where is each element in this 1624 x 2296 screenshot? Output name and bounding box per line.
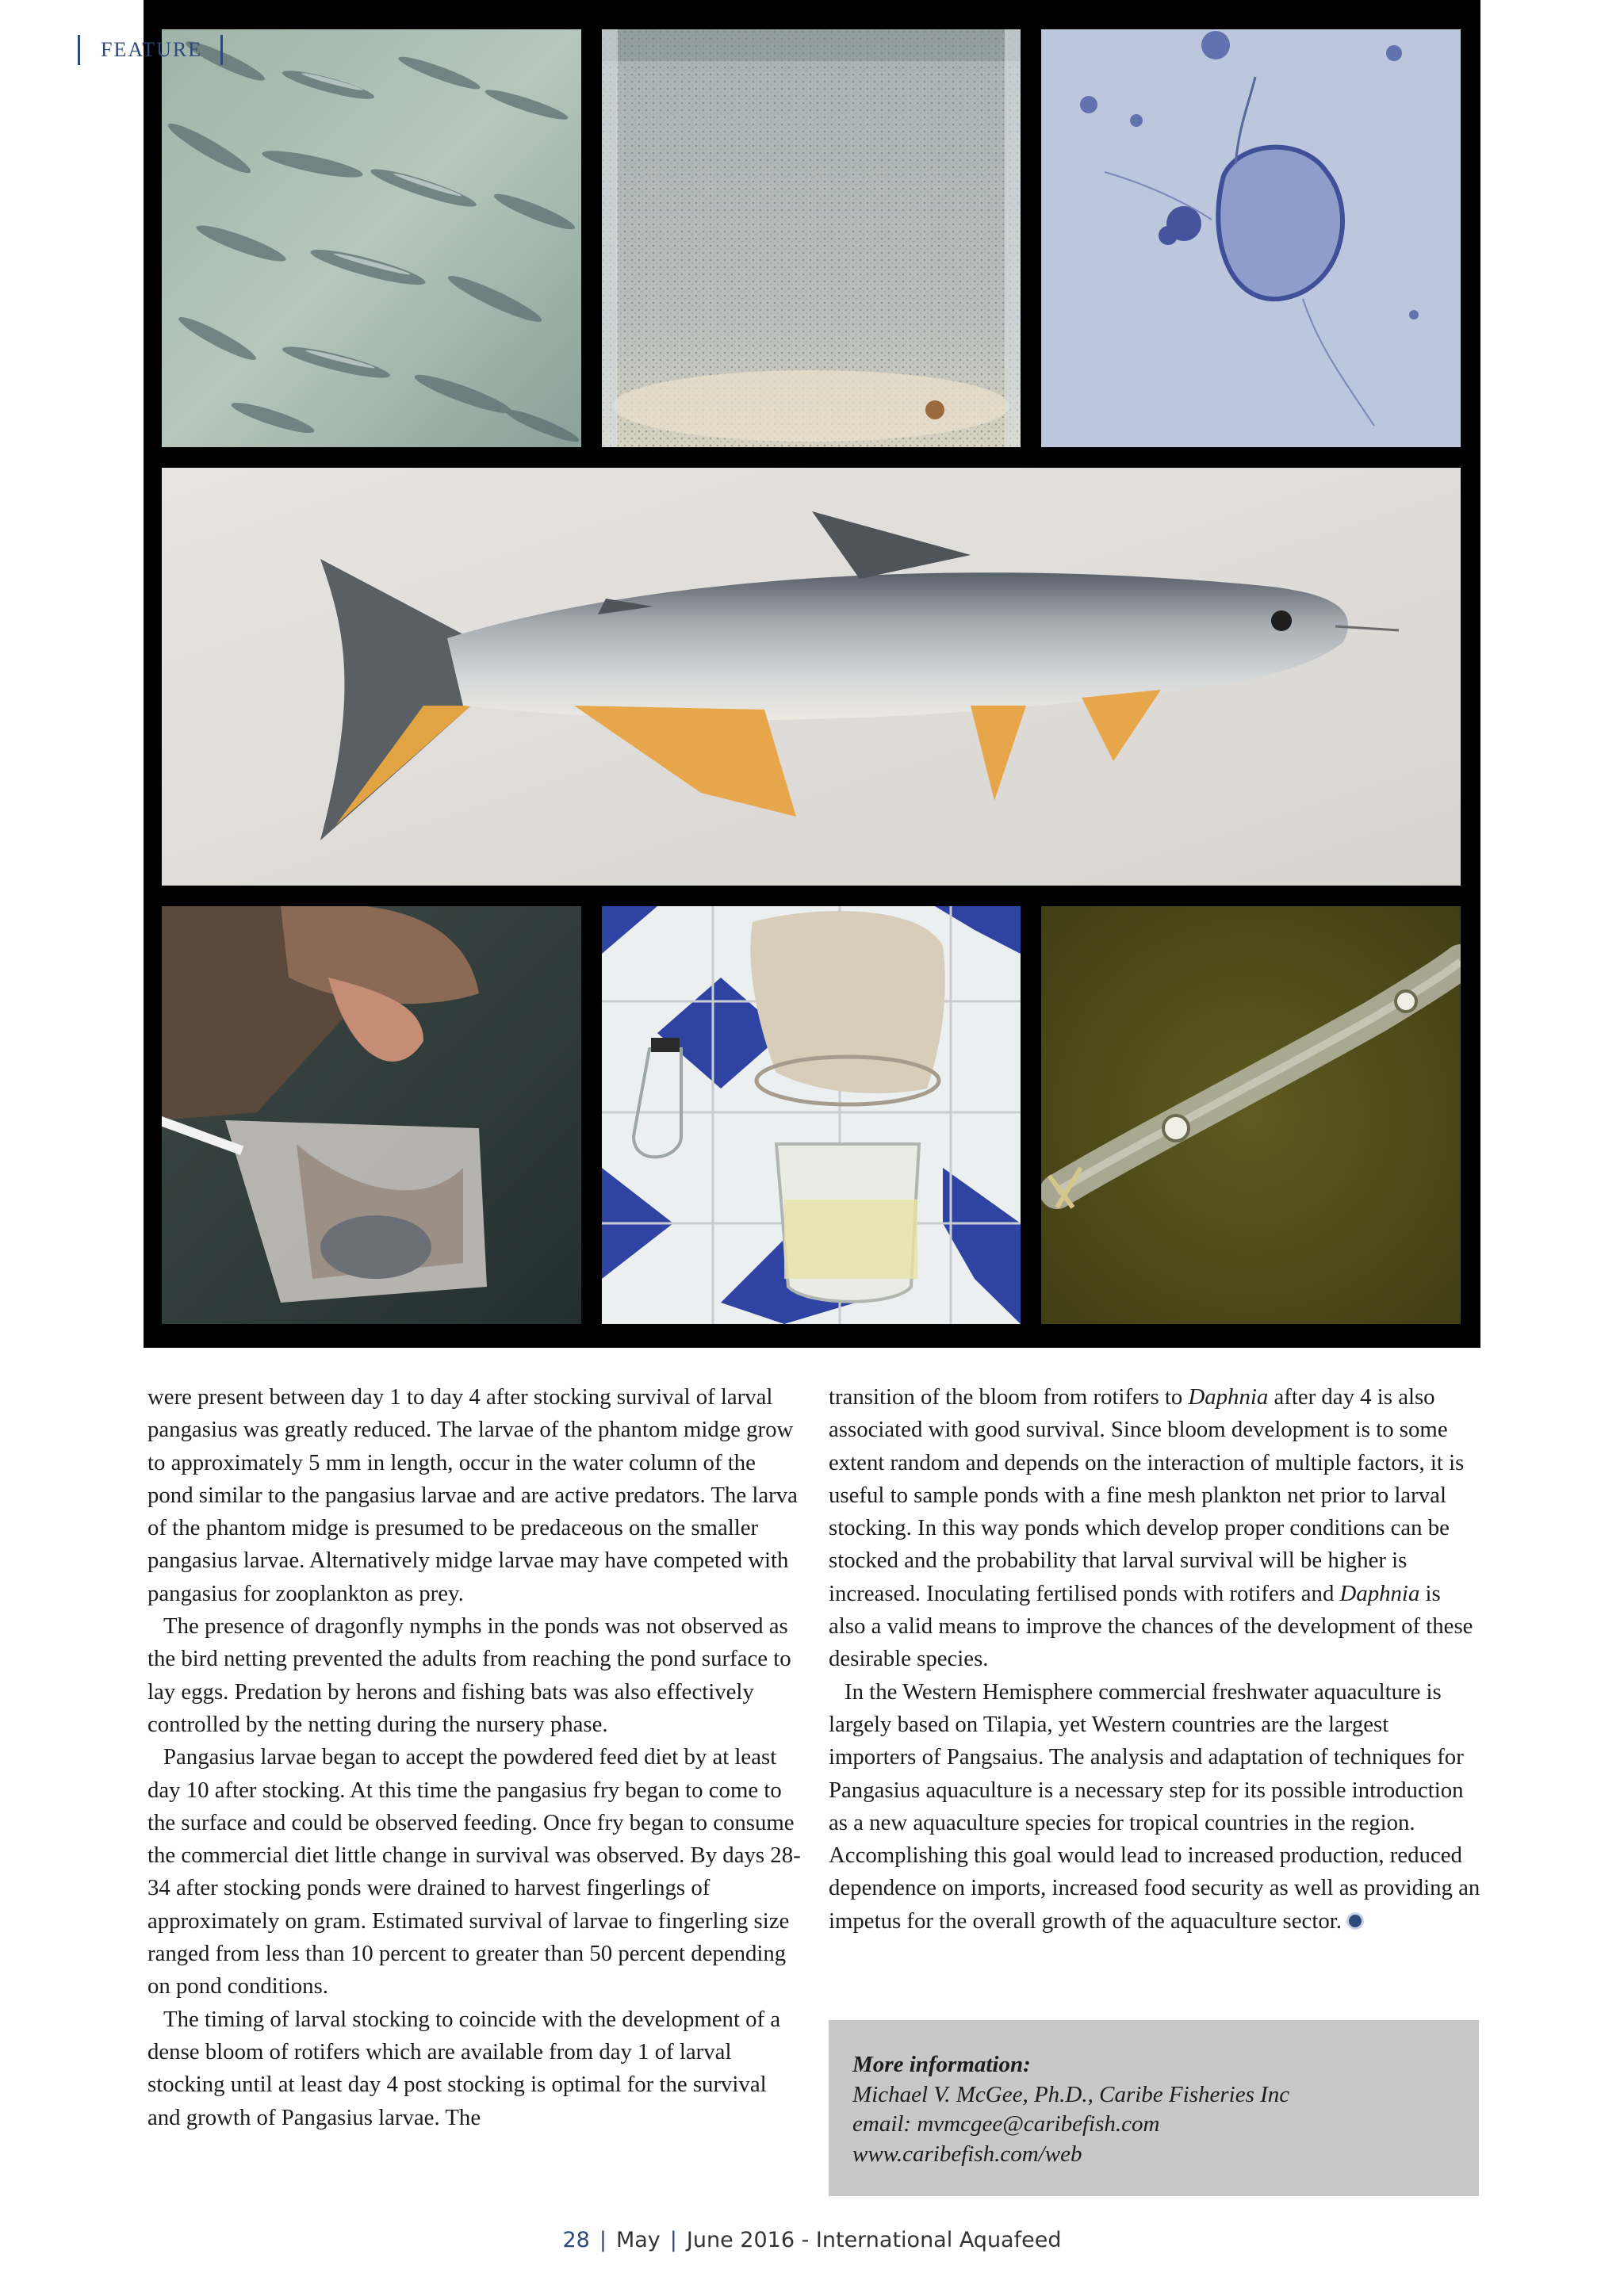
photo-plankton-net (602, 906, 1021, 1324)
body-column-left (147, 1381, 801, 2134)
page-number: 28 (562, 2228, 590, 2252)
paragraph (829, 1381, 1480, 1676)
footer-divider: | (669, 2228, 677, 2252)
info-website[interactable]: www.caribefish.com/web (852, 2141, 1082, 2167)
footer-divider: | (599, 2228, 607, 2252)
paragraph: The timing of larval stocking to coincide with the development of a dense bloom of rotifers which are available from day 1 of larval stocking until at least day 4 post stocking is optimal for the survival and growth of Pangasius larvae. The (147, 2006, 781, 2130)
photo-pangasius-adult (162, 468, 1461, 886)
info-title: More information: (852, 2052, 1031, 2077)
paragraph (829, 1676, 1480, 1938)
paragraph: Pangasius larvae began to accept the powdered feed diet by at least day 10 after stocking. At this time the pangasius fry began to come to the surface and could be observed feeding. Once fry began to consume the commercial diet little change in survival was observed. By days 28-34 after stocking ponds were drained to harvest fingerlings of approximately on gram. Estimated survival of larvae to fingerling size ranged from less than 10 percent to greater than 50 percent depending on pond conditions. (147, 1744, 801, 1999)
photo-midge-larva (1041, 906, 1461, 1324)
footer-month: May (615, 2228, 661, 2252)
text-run: transition of the bloom from rotifers to (829, 1384, 1189, 1410)
end-of-article-icon (1346, 1912, 1364, 1930)
section-label-text: FEATURE (101, 38, 203, 61)
text-run: is also a valid means to improve the chances of the development of these desirable species. (829, 1580, 1473, 1672)
photo-net-harvest (162, 906, 581, 1324)
body-column-right (829, 1381, 1480, 1938)
photo-plankton-jar (602, 29, 1021, 447)
text-run: after day 4 is also associated with good survival. Since bloom development is to some extent random and depends on the interaction of multiple factors, it is useful to sample ponds with a fine mesh plankton net prior to larval stocking. In this way ponds which develop proper conditions can be stocked and the probability that larval survival will be higher is increased. Inoculating fertilised ponds with rotifers and (829, 1384, 1465, 1606)
page-footer (0, 2228, 1624, 2252)
photo-rotifer-microscope (1041, 29, 1461, 447)
info-email[interactable]: email: mvmcgee@caribefish.com (852, 2111, 1160, 2137)
photo-fry-school (162, 29, 581, 447)
section-label-divider (220, 35, 223, 65)
footer-issue: June 2016 - International Aquafeed (686, 2228, 1062, 2252)
species-name: Daphnia (1188, 1384, 1269, 1410)
paragraph: The presence of dragonfly nymphs in the ponds was not observed as the bird netting prevented the adults from reaching the pond surface to lay eggs. Predation by herons and fishing bats was also effectively controlled by the netting during the nursery phase. (147, 1613, 791, 1737)
paragraph: were present between day 1 to day 4 after stocking survival of larval pangasius was greatly reduced. The larvae of the phantom midge grow to approximately 5 mm in length, occur in the water column of the pond similar to the pangasius larvae and are active predators. The larva of the phantom midge is presumed to be predaceous on the smaller pangasius larvae. Alternatively midge larvae may have competed with pangasius for zooplankton as prey. (147, 1384, 798, 1606)
section-label (78, 35, 223, 65)
info-author: Michael V. McGee, Ph.D., Caribe Fisheries Inc (852, 2081, 1290, 2107)
more-information-box (829, 2020, 1479, 2196)
species-name: Daphnia (1339, 1580, 1420, 1606)
text-run: In the Western Hemisphere commercial freshwater aquaculture is largely based on Tilapia, yet Western countries are the largest importers of Pangsaius. The analysis and adaptation of techniques for Pangasius aquaculture is a necessary step for its possible introduction as a new aquaculture species for tropical countries in the region. Accomplishing this goal would lead to increased production, reduced dependence on imports, increased food security as well as providing an impetus for the overall growth of the aquaculture sector. (829, 1678, 1480, 1934)
photo-collage (144, 0, 1480, 1348)
